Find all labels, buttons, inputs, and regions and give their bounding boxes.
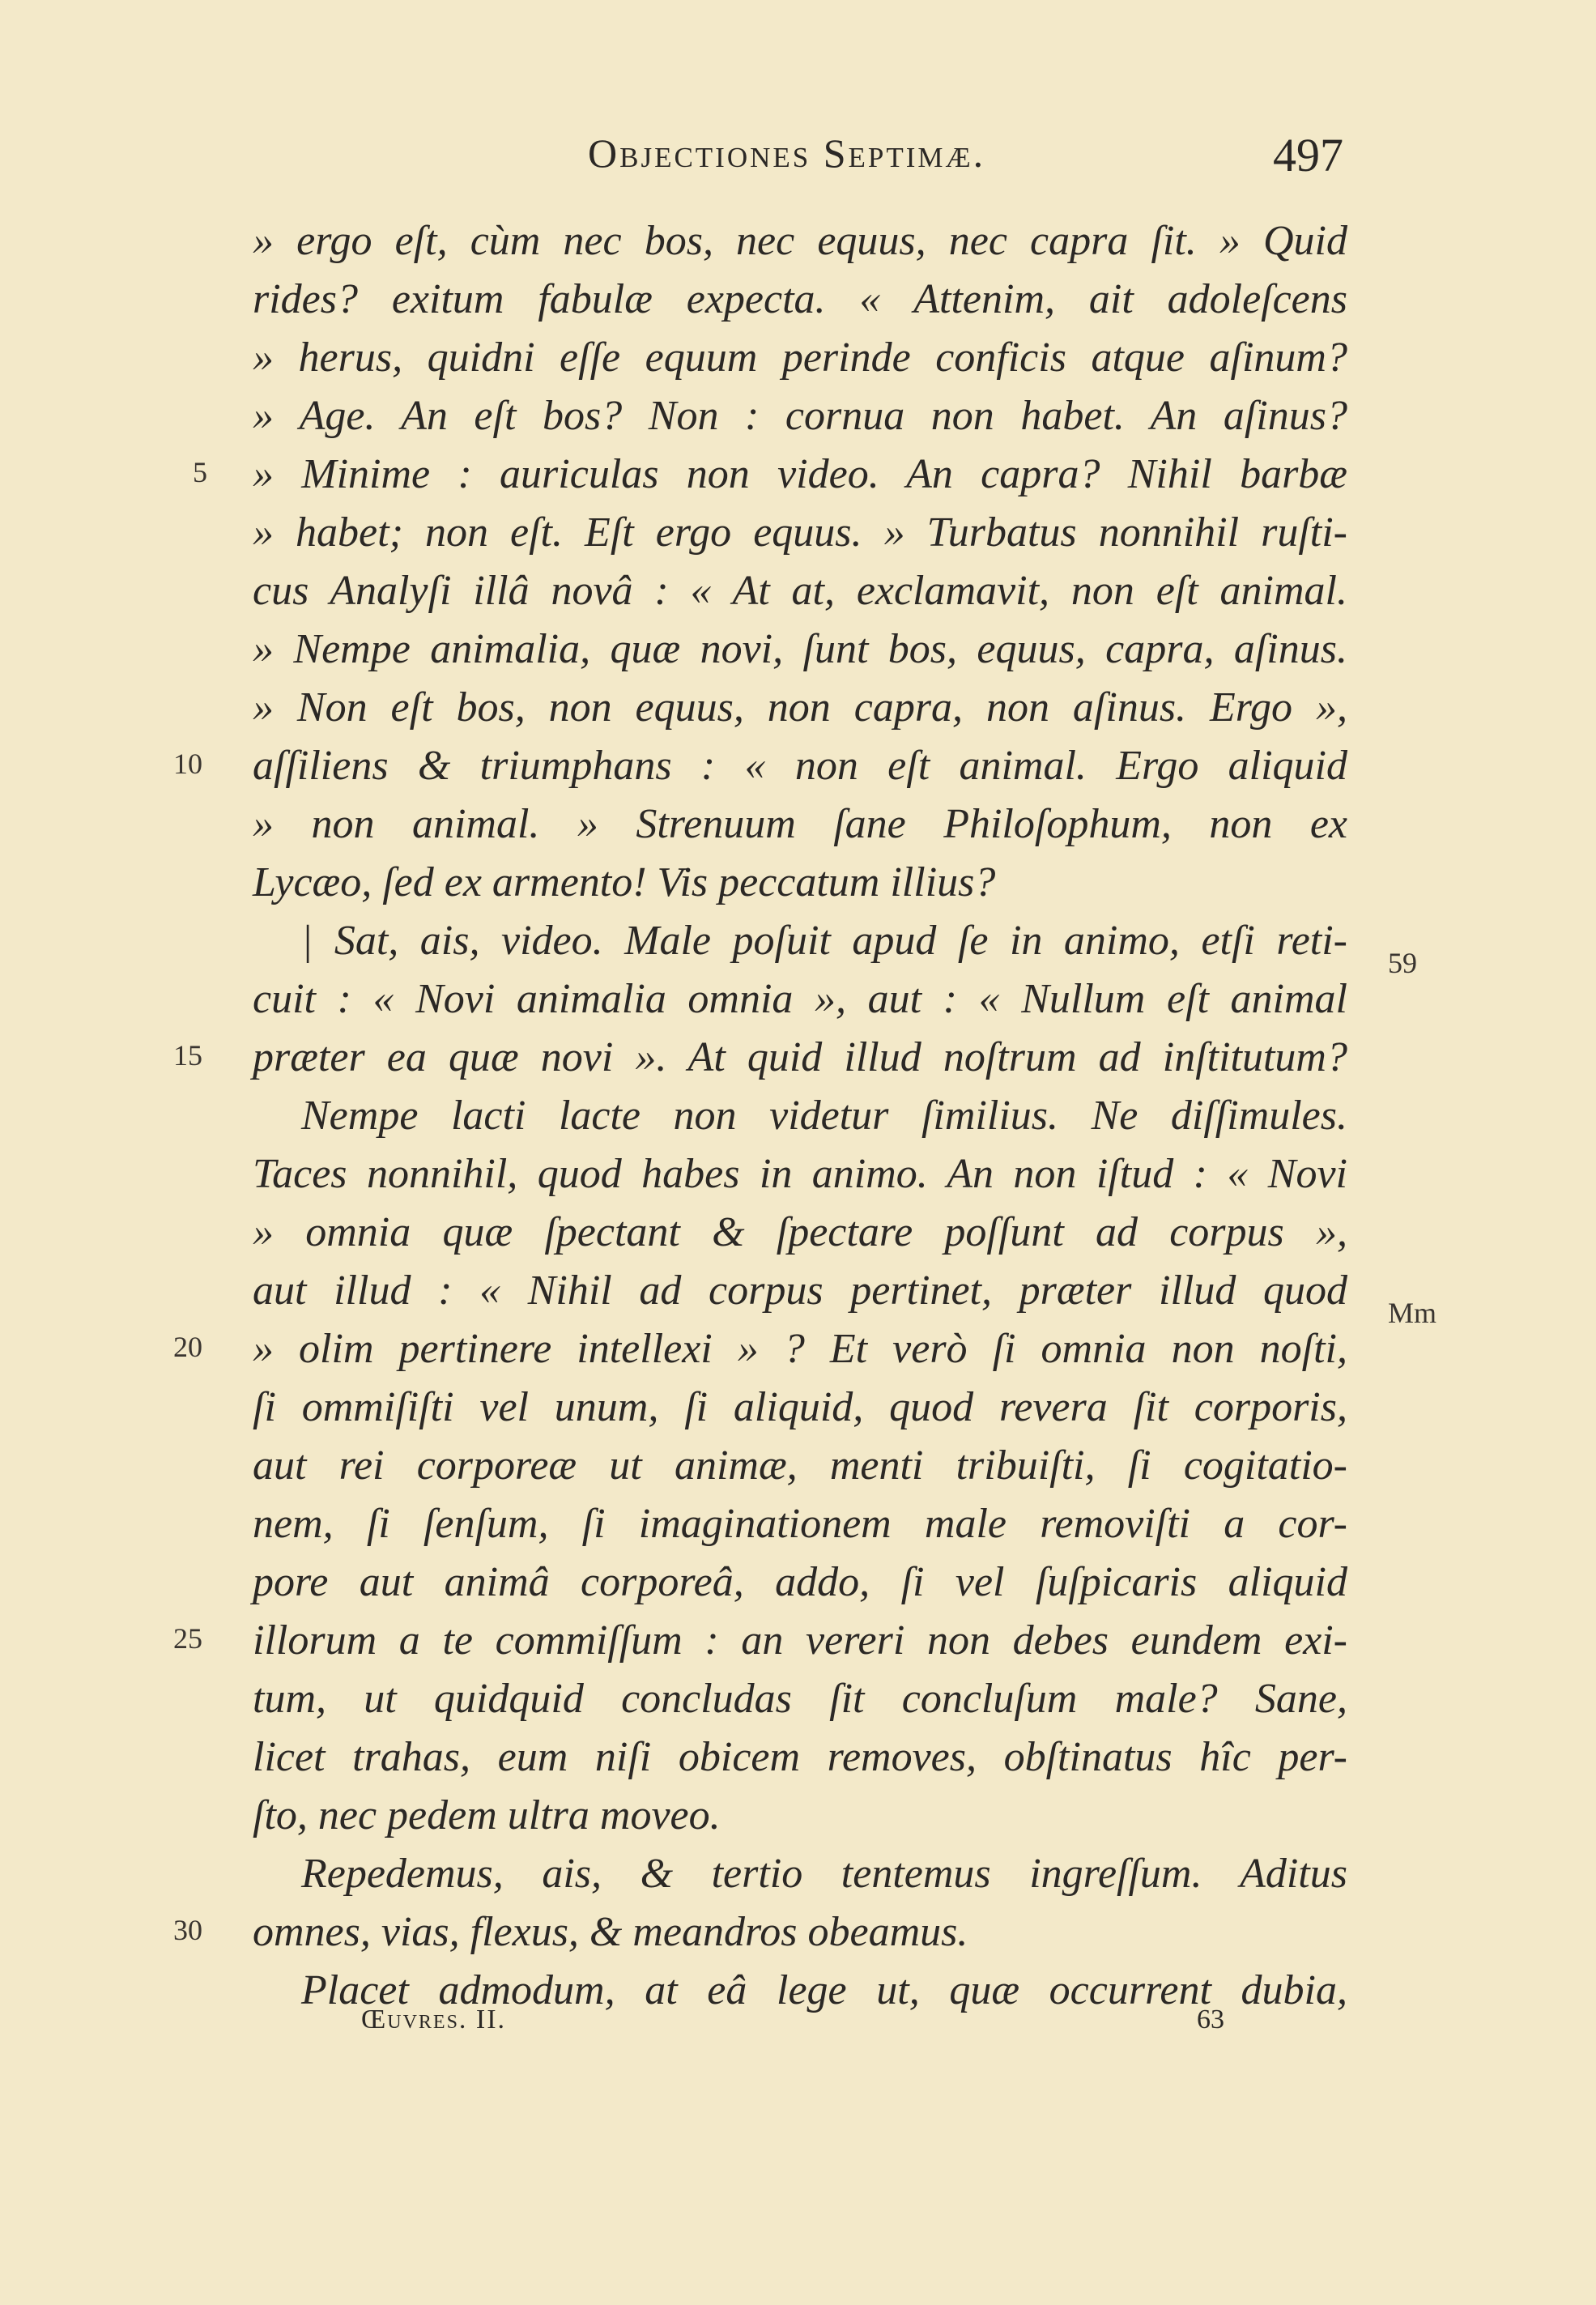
text-line-12: Lycæo, ſed ex armento! Vis peccatum illius? <box>253 859 996 905</box>
text-line-6: » habet; non eſt. Eſt ergo equus. » Turbatus nonnihil ruſti- <box>253 509 1347 556</box>
text-line-23: nem, ſi ſenſum, ſi imaginationem male removiſti a cor- <box>253 1501 1347 1547</box>
line-number-15: 15 <box>173 1039 202 1072</box>
margin-signature-mark: Mm <box>1388 1297 1437 1329</box>
text-line-11: » non animal. » Strenuum ſane Philoſophum, non ex <box>253 801 1347 847</box>
text-line-28: ſto, nec pedem ultra moveo. <box>253 1792 721 1838</box>
text-line-10: aſſiliens & triumphans : « non eſt animal. Ergo aliquid <box>253 743 1347 789</box>
text-line-15: præter ea quæ novi ». At quid illud noſtrum ad inſtitutum? <box>253 1034 1347 1080</box>
text-line-16: Nempe lacti lacte non videtur ſimilius. Ne diſſimules. <box>301 1093 1347 1139</box>
page-number: 497 <box>1273 129 1343 181</box>
line-number-10: 10 <box>173 748 202 780</box>
running-head <box>588 130 985 186</box>
text-line-25: illorum a te commiſſum : an vereri non debes eundem exi- <box>253 1617 1347 1664</box>
text-line-27: licet trahas, eum niſi obicem removes, obſtinatus hîc per- <box>253 1734 1347 1780</box>
line-number-25: 25 <box>173 1622 202 1655</box>
text-line-22: aut rei corporeæ ut animæ, menti tribuiſti, ſi cogitatio- <box>253 1442 1347 1489</box>
text-line-18: » omnia quæ ſpectant & ſpectare poſſunt ad corpus », <box>253 1209 1347 1255</box>
line-number-20: 20 <box>173 1331 202 1363</box>
text-line-20: » olim pertinere intellexi » ? Et verò ſi omnia non noſti, <box>253 1326 1347 1372</box>
text-line-14: cuit : « Novi animalia omnia », aut : « Nullum eſt animal <box>253 976 1347 1022</box>
text-line-17: Taces nonnihil, quod habes in animo. An non iſtud : « Novi <box>253 1151 1347 1197</box>
text-line-5: » Minime : auriculas non video. An capra? Nihil barbæ <box>253 451 1347 497</box>
text-line-3: » herus, quidni eſſe equum perinde conficis atque aſinum? <box>253 334 1347 381</box>
text-line-26: tum, ut quidquid concludas ſit concluſum male? Sane, <box>253 1676 1347 1722</box>
text-line-8: » Nempe animalia, quæ novi, ſunt bos, equus, capra, aſinus. <box>253 626 1347 672</box>
running-head-title: Objectiones Septimæ. <box>588 130 986 176</box>
text-line-9: » Non eſt bos, non equus, non capra, non aſinus. Ergo », <box>253 684 1347 731</box>
line-number-30: 30 <box>173 1914 202 1946</box>
text-line-13: | Sat, ais, video. Male poſuit apud ſe in animo, etſi reti- <box>301 918 1347 964</box>
margin-page-reference: 59 <box>1388 947 1417 979</box>
text-line-29: Repedemus, ais, & tertio tentemus ingreſſum. Aditus <box>301 1851 1347 1897</box>
text-line-7: cus Analyſi illâ novâ : « At at, exclamavit, non eſt animal. <box>253 568 1347 614</box>
text-line-2: rides? exitum fabulæ expecta. « Attenim, ait adoleſcens <box>253 276 1347 322</box>
footer-volume <box>361 2005 506 2035</box>
footer-volume-label: Œuvres. II. <box>361 2005 507 2034</box>
text-line-21: ſi ommiſiſti vel unum, ſi aliquid, quod revera ſit corporis, <box>253 1384 1347 1430</box>
text-line-4: » Age. An eſt bos? Non : cornua non habet. An aſinus? <box>253 393 1347 439</box>
text-line-19: aut illud : « Nihil ad corpus pertinet, præter illud quod <box>253 1268 1347 1314</box>
text-line-24: pore aut animâ corporeâ, addo, ſi vel ſuſpicaris aliquid <box>253 1559 1347 1605</box>
text-line-1: » ergo eſt, cùm nec bos, nec equus, nec capra ſit. » Quid <box>253 218 1347 264</box>
line-number-5: 5 <box>193 456 207 488</box>
footer-sheet-number: 63 <box>1197 2005 1224 2034</box>
text-line-30: omnes, vias, flexus, & meandros obeamus. <box>253 1909 968 1955</box>
text-line-31: Placet admodum, at eâ lege ut, quæ occurrent dubia, <box>301 1967 1347 2013</box>
